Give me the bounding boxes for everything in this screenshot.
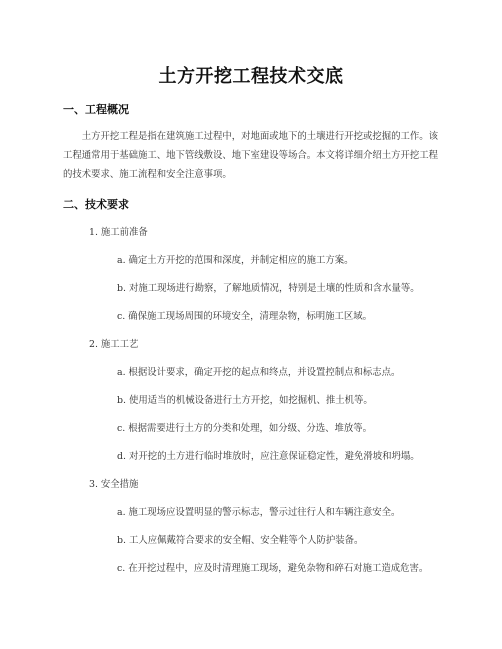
item-label-preparation: 1. 施工前准备 [89, 227, 148, 238]
list-item: c. 根据需要进行土方的分类和处理，如分级、分选、堆放等。 [117, 423, 372, 434]
list-item: b. 使用适当的机械设备进行土方开挖，如挖掘机、推土机等。 [117, 395, 373, 406]
list-item: a. 根据设计要求，确定开挖的起点和终点，并设置控制点和标志点。 [117, 367, 401, 378]
list-item: b. 工人应佩戴符合要求的安全帽、安全鞋等个人防护装备。 [117, 535, 364, 546]
list-item: b. 对施工现场进行勘察，了解地质情况，特别是土壤的性质和含水量等。 [117, 283, 420, 294]
list-item: c. 在开挖过程中，应及时清理施工现场，避免杂物和碎石对施工造成危害。 [117, 563, 429, 574]
section-heading-technical-requirements: 二、技术要求 [63, 198, 129, 211]
list-item: a. 确定土方开挖的范围和深度，并制定相应的施工方案。 [117, 255, 354, 266]
list-item: a. 施工现场应设置明显的警示标志，警示过往行人和车辆注意安全。 [117, 507, 401, 518]
document-title: 土方开挖工程技术交底 [158, 66, 344, 87]
overview-paragraph: 土方开挖工程是指在建筑施工过程中，对地面或地下的土壤进行开挖或挖掘的工作。该工程通常用于基础施工、地下管线敷设、地下室建设等场合。本文将详细介绍土方开挖工程的技术要求、施工流程和安全注意事项。 [63, 131, 439, 180]
item-label-process: 2. 施工工艺 [89, 339, 139, 350]
item-label-safety: 3. 安全措施 [89, 479, 139, 490]
section-heading-overview: 一、工程概况 [63, 103, 129, 116]
list-item: c. 确保施工现场周围的环境安全，清理杂物，标明施工区域。 [117, 311, 372, 322]
list-item: d. 对开挖的土方进行临时堆放时，应注意保证稳定性，避免滑坡和坍塌。 [117, 451, 420, 462]
